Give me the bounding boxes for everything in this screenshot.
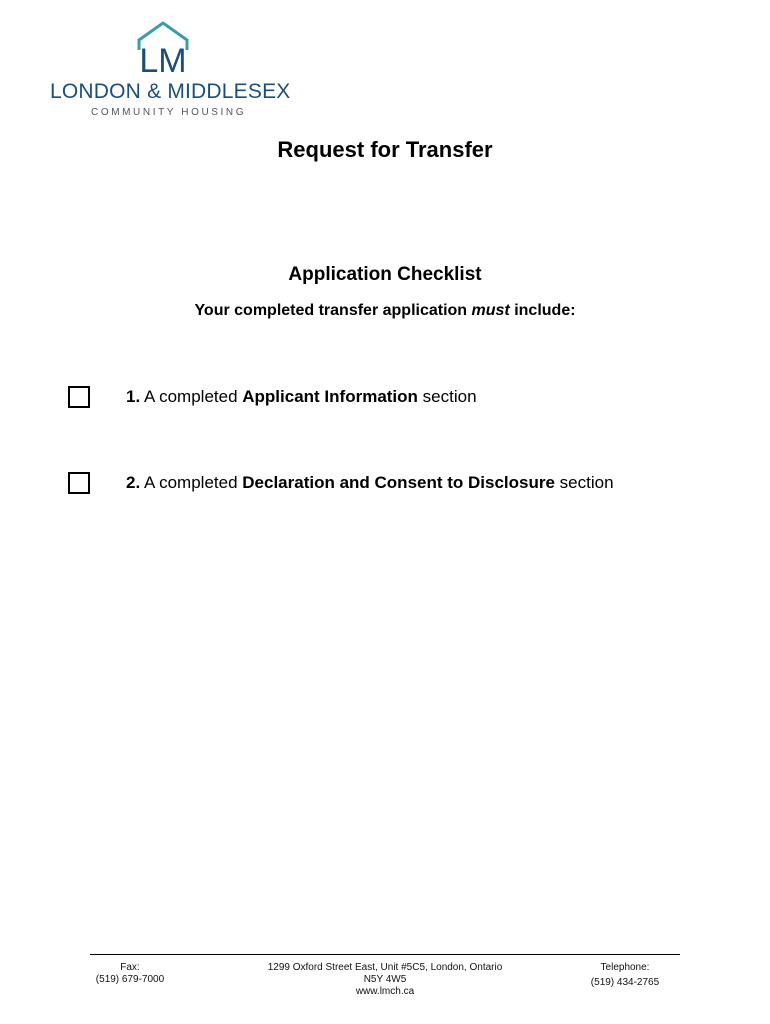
item-text-strong: Declaration and Consent to Disclosure — [242, 473, 555, 492]
fax-label: Fax: — [120, 962, 140, 973]
org-tagline: COMMUNITY HOUSING — [91, 107, 247, 118]
subtitle-text-end: include: — [509, 302, 576, 319]
logo-monogram: LM — [139, 42, 187, 76]
footer-address — [240, 962, 530, 998]
item-text-end: section — [554, 473, 614, 492]
phone-number: (519) 434-2765 — [590, 977, 660, 988]
checklist-subtitle — [0, 302, 770, 320]
item-text-end: section — [417, 387, 477, 406]
item-text-start: A completed — [140, 387, 243, 406]
item-number: 1. — [126, 387, 141, 406]
subtitle-text-start: Your completed transfer application — [194, 302, 472, 319]
item-number: 2. — [126, 473, 141, 492]
footer-fax — [80, 962, 180, 986]
checklist-heading: Application Checklist — [288, 264, 482, 285]
footer-divider — [90, 954, 680, 955]
item-text-start: A completed — [140, 473, 243, 492]
document-title: Request for Transfer — [277, 137, 493, 162]
phone-label: Telephone: — [600, 962, 650, 973]
subtitle-emphasis: must — [471, 302, 510, 319]
footer-telephone — [570, 962, 680, 989]
item-text-strong: Applicant Information — [242, 387, 418, 406]
address-line-2: N5Y 4W5 — [363, 974, 407, 985]
address-line-1: 1299 Oxford Street East, Unit #5C5, London, Ontario — [267, 962, 503, 973]
website-link[interactable]: www.lmch.ca — [355, 986, 415, 997]
checkbox-applicant-information[interactable] — [68, 386, 90, 408]
org-name: LONDON & MIDDLESEX — [50, 80, 291, 103]
checkbox-declaration-consent[interactable] — [68, 472, 90, 494]
checklist-item-text — [126, 473, 614, 493]
fax-number: (519) 679-7000 — [95, 974, 165, 985]
checklist-item-text — [126, 387, 477, 407]
house-logo-icon — [136, 20, 190, 76]
organization-logo — [50, 20, 291, 120]
